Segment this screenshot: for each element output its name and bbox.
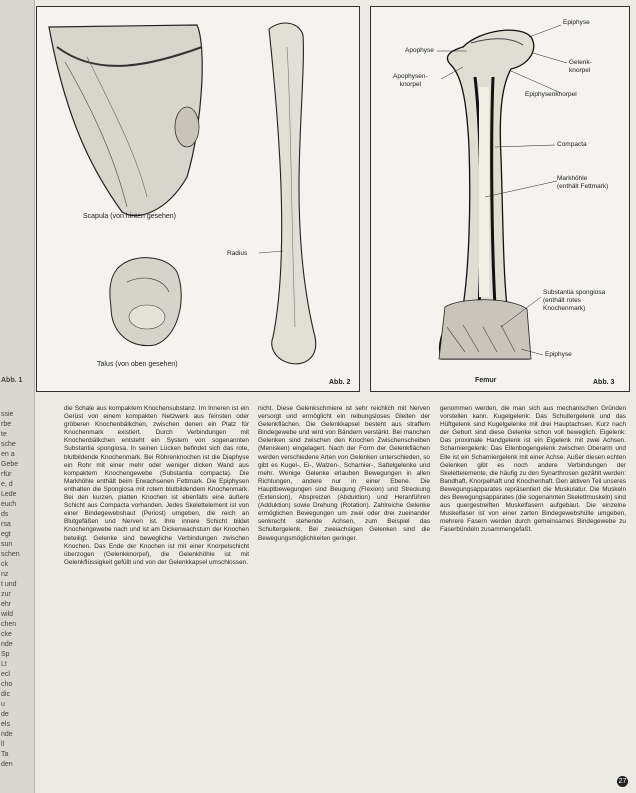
text-column-2 bbox=[258, 405, 430, 787]
bone-drawings-left bbox=[37, 7, 359, 391]
label-epiphyse-bottom: Epiphyse bbox=[545, 351, 572, 358]
figure-number-left: Abb. 2 bbox=[329, 379, 351, 386]
column-2-text: nicht. Diese Gelenkschmiere ist sehr reichlich mit Nerven versorgt und ermöglicht ein reibungsloses Gleiten der Gelenkflächen. Die Gelenkkapsel besteht aus straffem Bindegewebe und wird von Bändern verstärkt. Bei manchen Gelenken sind zwischen den Knochen Zwischenscheiben (Menisken) eingelagert. Nach der Form der Gelenkflächen werden verschiedene Arten von Gelenken unterschieden, so gibt es Kugel-, Ei-, Walzen-, Scharnier-, Sattelgelenke und mehr. Wenige Gelenke erlauben Bewegungen in allen Richtungen, andere nur in einer Ebene. Die Hauptbewegungen sind Beugung (Flexion) und Streckung (Extension), Abspreizen (Abduktion) und Heranführen (Adduktion) sowie Drehung (Rotation). Zahlreiche Gelenke ermöglichen Bewegungen um zwei oder drei zueinander senkrecht stehende Achsen, zum Beispiel das Schultergelenk. Bei zweiachsigen Gelenken sind die Bewegungsmöglichkeiten geringer. bbox=[258, 405, 430, 542]
page-number: 27 bbox=[618, 778, 627, 785]
caption-talus: Talus (von oben gesehen) bbox=[97, 361, 178, 368]
gutter-fragment: Abb. 1 bbox=[1, 377, 23, 384]
caption-scapula: Scapula (von hinten gesehen) bbox=[83, 213, 177, 220]
column-3-text: genommen werden, die man sich aus mechanischen Gründen vorstellen kann. Kugelgelenk: Das Schultergelenk und das Hüftgelenk sind Kugelgelenke mit drei Hauptachsen. Kurz nach der Geburt sind diese Gelenke schon voll beweglich. Eigelenk: Das proximale Handgelenk ist ein Eigelenk mit zwei Achsen. Scharniergelenk: Das Ellenbogengelenk zwischen Oberarm und Elle ist ein Scharniergelenk mit einer Achse. Außer diesen echten Gelenken gibt es noch andere Verbindungen der Skelettelemente, die häufig zu den Synarthrosen gezählt werden: Bandhaft, Knorpelhaft und Knochenhaft. Den aktiven Teil unseres Bewegungsapparates repräsentiert die Muskulatur. Die Muskeln des Bewegungsapparates (die sogenannten Skelettmuskeln) sind aus quergestreiften Muskelfasern aufgebaut. Die einzelne Muskelfaser ist von einer zarten Bindegewebshülle umgeben, mehrere Fasern werden durch gemeinsames Bindegewebe zu Faserbündeln zusammengefaßt. bbox=[440, 405, 626, 534]
label-gelenkknorpel: Gelenk- knorpel bbox=[569, 59, 592, 74]
column-1-text: die Schale aus kompaktem Knochensubstanz. Im Inneren ist ein Gerüst von einem kompakten Netzwerk aus feinsten oder gröberen Knochenbälkchen, zwischen denen ein Platz für Knochenmark existiert. Durch Verbindungen mit Knochenbälkchen entsteht ein System von sogenannten Substantia spongiosa. In seinen Lücken befindet sich das rote, blutbildende Knochenmark. Bei Röhrenknochen ist die Diaphyse ein Rohr mit einer mehr oder weniger dicken Wand aus kompaktem Knochengewebe (Substantia compacta). Die Markhöhle enthält beim Erwachsenen Fettmark. Die Epiphysen enthalten die Spongiosa mit rotem blutbildendem Knochenmark. Bei den kurzen, platten Knochen ist ebenfalls eine äußere Schicht aus Compacta vorhanden. Jedes Skelettelement ist von einer Bindegewebshaut (Periost) umgeben, die reich an Blutgefäßen und Nerven ist. Ihre innere Schicht bildet Knochengewebe nach und ist am Dickenwachstum der Knochen beteiligt. Gelenke sind bewegliche Verbindungen zwischen Knochen. Das Ende der Knochen ist mit einer Knorpelschicht überzogen (Gelenkknorpel), die Gelenkhöhle ist mit Gelenkflüssigkeit gefüllt und von der Gelenkkapsel umschlossen. bbox=[64, 405, 249, 566]
label-substantia-spongiosa: Substantia spongiosa (enthält rotes Knochenmark) bbox=[543, 289, 606, 312]
figure-number-right: Abb. 3 bbox=[593, 379, 615, 386]
label-apophysenknorpel: Apophysen- knorpel bbox=[393, 73, 428, 88]
label-epiphyse-top: Epiphyse bbox=[563, 19, 590, 26]
label-markhoehle: Markhöhle (enthält Fettmark) bbox=[557, 175, 609, 190]
label-apophyse: Apophyse bbox=[405, 47, 434, 54]
figure-scapula-radius-talus bbox=[36, 6, 360, 392]
figure-femur bbox=[370, 6, 630, 392]
text-column-3 bbox=[440, 405, 626, 777]
label-compacta: Compacta bbox=[557, 141, 587, 148]
label-radius: Radius bbox=[227, 250, 248, 257]
label-epiphysenknorpel: Epiphysenknorpel bbox=[525, 91, 577, 98]
text-column-1 bbox=[64, 405, 249, 787]
adjacent-page-gutter: Abb. 1 ssie rbe te sche en a Gebe rfür e, d Lede euch ds rsa egt sun schen ck nz t und zur ehr wild chen cke nde Sp Lt ecl cho dic u de els nde ll Ta den bbox=[0, 0, 35, 793]
caption-femur: Femur bbox=[475, 377, 497, 384]
